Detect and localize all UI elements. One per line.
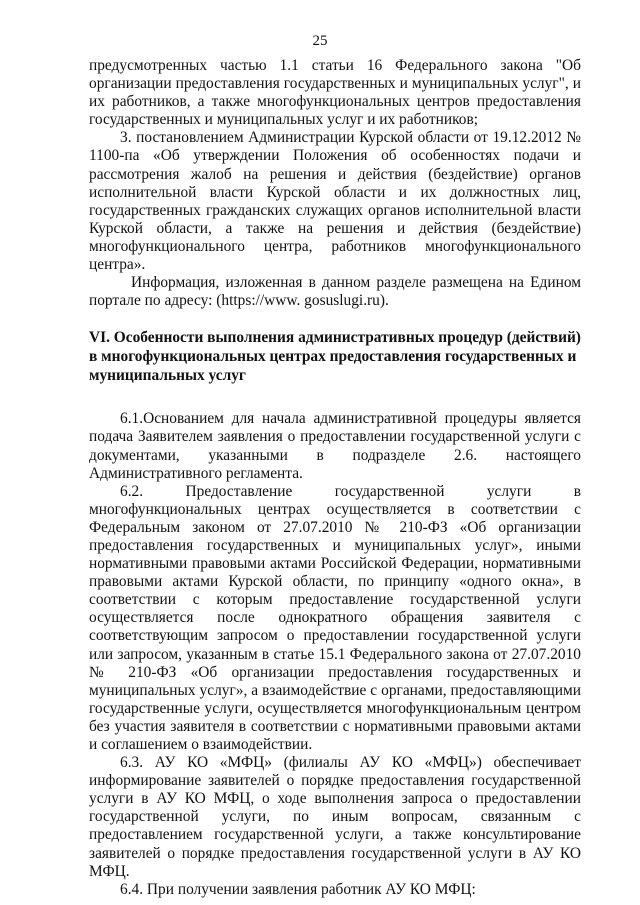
paragraph-6-2: 6.2. Предоставление государственной услуги в многофункциональных центрах осуществляется в соответствии с Федеральным законом от 27.07.2010 № 210-ФЗ «Об организации предоставления государственных и муниципальных услуг», иными нормативными правовыми актами Российской Федерации, нормативными правовыми актами Курской области, по принципу «одного окна», в соответствии с которым предоставление государственной услуги осуществляется после однократного обращения заявителя с соответствующим запросом о предоставлении государственной услуги или запросом, указанным в статье 15.1 Федерального закона от 27.07.2010 № 210-ФЗ «Об организации предоставления государственных и муниципальных услуг», а взаимодействие с органами, предоставляющими государственные услуги, осуществляется многофункциональным центром без участия заявителя в соответствии с нормативными правовыми актами и соглашением о взаимодействии. <box>89 482 581 753</box>
page-number: 25 <box>312 33 328 49</box>
section-heading: VI. Особенности выполнения административных процедур (действий) в многофункциональных центрах предоставления государственных и муниципальных услуг <box>89 329 581 385</box>
paragraph-6-3: 6.3. АУ КО «МФЦ» (филиалы АУ КО «МФЦ») обеспечивает информирование заявителей о порядке предоставления государственной услуги в АУ КО МФЦ, о ходе выполнения запроса о предоставлении государственной услуги, по иным вопросам, связанным с предоставлением государственной услуги, а также консультирование заявителей о порядке предоставления государственной услуги в АУ КО МФЦ. <box>89 754 581 880</box>
paragraph-item-3: 3. постановлением Администрации Курской области от 19.12.2012 № 1100-па «Об утверждении Положения об особенностях подачи и рассмотрения жалоб на решения и действия (бездействие) органов исполнительной власти Курской области и их должностных лиц, государственных гражданских служащих органов исполнительной власти Курской области, а также на решения и действия (бездействие) многофункционального центра, работников многофункционального центра». <box>89 129 581 274</box>
paragraph-6-4: 6.4. При получении заявления работник АУ КО МФЦ: <box>120 880 476 898</box>
paragraph-6-1: 6.1.Основанием для начала административной процедуры является подача Заявителем заявления о предоставлении государственной услуги с документами, указанными в подразделе 2.6. настоящего Административного регламента. <box>89 410 581 482</box>
paragraph-continuation: предусмотренных частью 1.1 статьи 16 Федерального закона "Об организации предоставления государственных и муниципальных услуг", и их работников, а также многофункциональных центров предоставления государственных и муниципальных услуг и их работников; <box>89 57 581 129</box>
page-content <box>89 57 581 899</box>
paragraph-info: Информация, изложенная в данном разделе размещена на Едином портале по адресу: (https://www. gosuslugi.ru). <box>89 274 581 310</box>
